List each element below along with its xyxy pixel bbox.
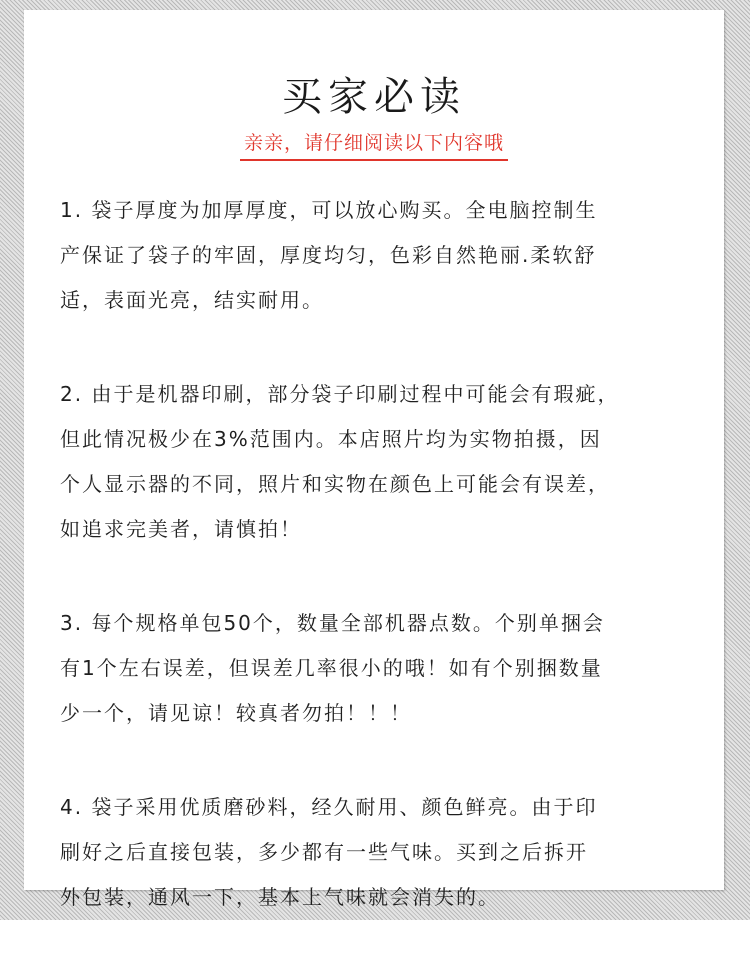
notice-title: 买家必读 bbox=[282, 74, 466, 120]
notice-paragraph-3: 3. 每个规格单包50个，数量全部机器点数。个别单捆会 有1个左右误差，但误差几率很小的哦！如有个别捆数量 少一个，请见谅！较真者勿拍！！！ bbox=[60, 611, 605, 725]
notice-subtitle: 亲亲，请仔细阅读以下内容哦 bbox=[240, 128, 508, 161]
notice-content bbox=[60, 188, 700, 969]
notice-card bbox=[24, 10, 724, 909]
subtitle-container bbox=[24, 128, 724, 161]
notice-paragraph-1: 1. 袋子厚度为加厚厚度，可以放心购买。全电脑控制生 产保证了袋子的牢固，厚度均匀，色彩自然艳丽.柔软舒 适，表面光亮，结实耐用。 bbox=[60, 198, 598, 312]
notice-paragraph-2: 2. 由于是机器印刷，部分袋子印刷过程中可能会有瑕疵， 但此情况极少在3%范围内。本店照片均为实物拍摄，因 个人显示器的不同，照片和实物在颜色上可能会有误差， 如追求完美者，请慎拍！ bbox=[60, 382, 620, 541]
notice-paragraph-4: 4. 袋子采用优质磨砂料，经久耐用、颜色鲜亮。由于印 刷好之后直接包装，多少都有一些气味。买到之后拆开 外包装，通风一下，基本上气味就会消失的。 bbox=[60, 795, 598, 909]
